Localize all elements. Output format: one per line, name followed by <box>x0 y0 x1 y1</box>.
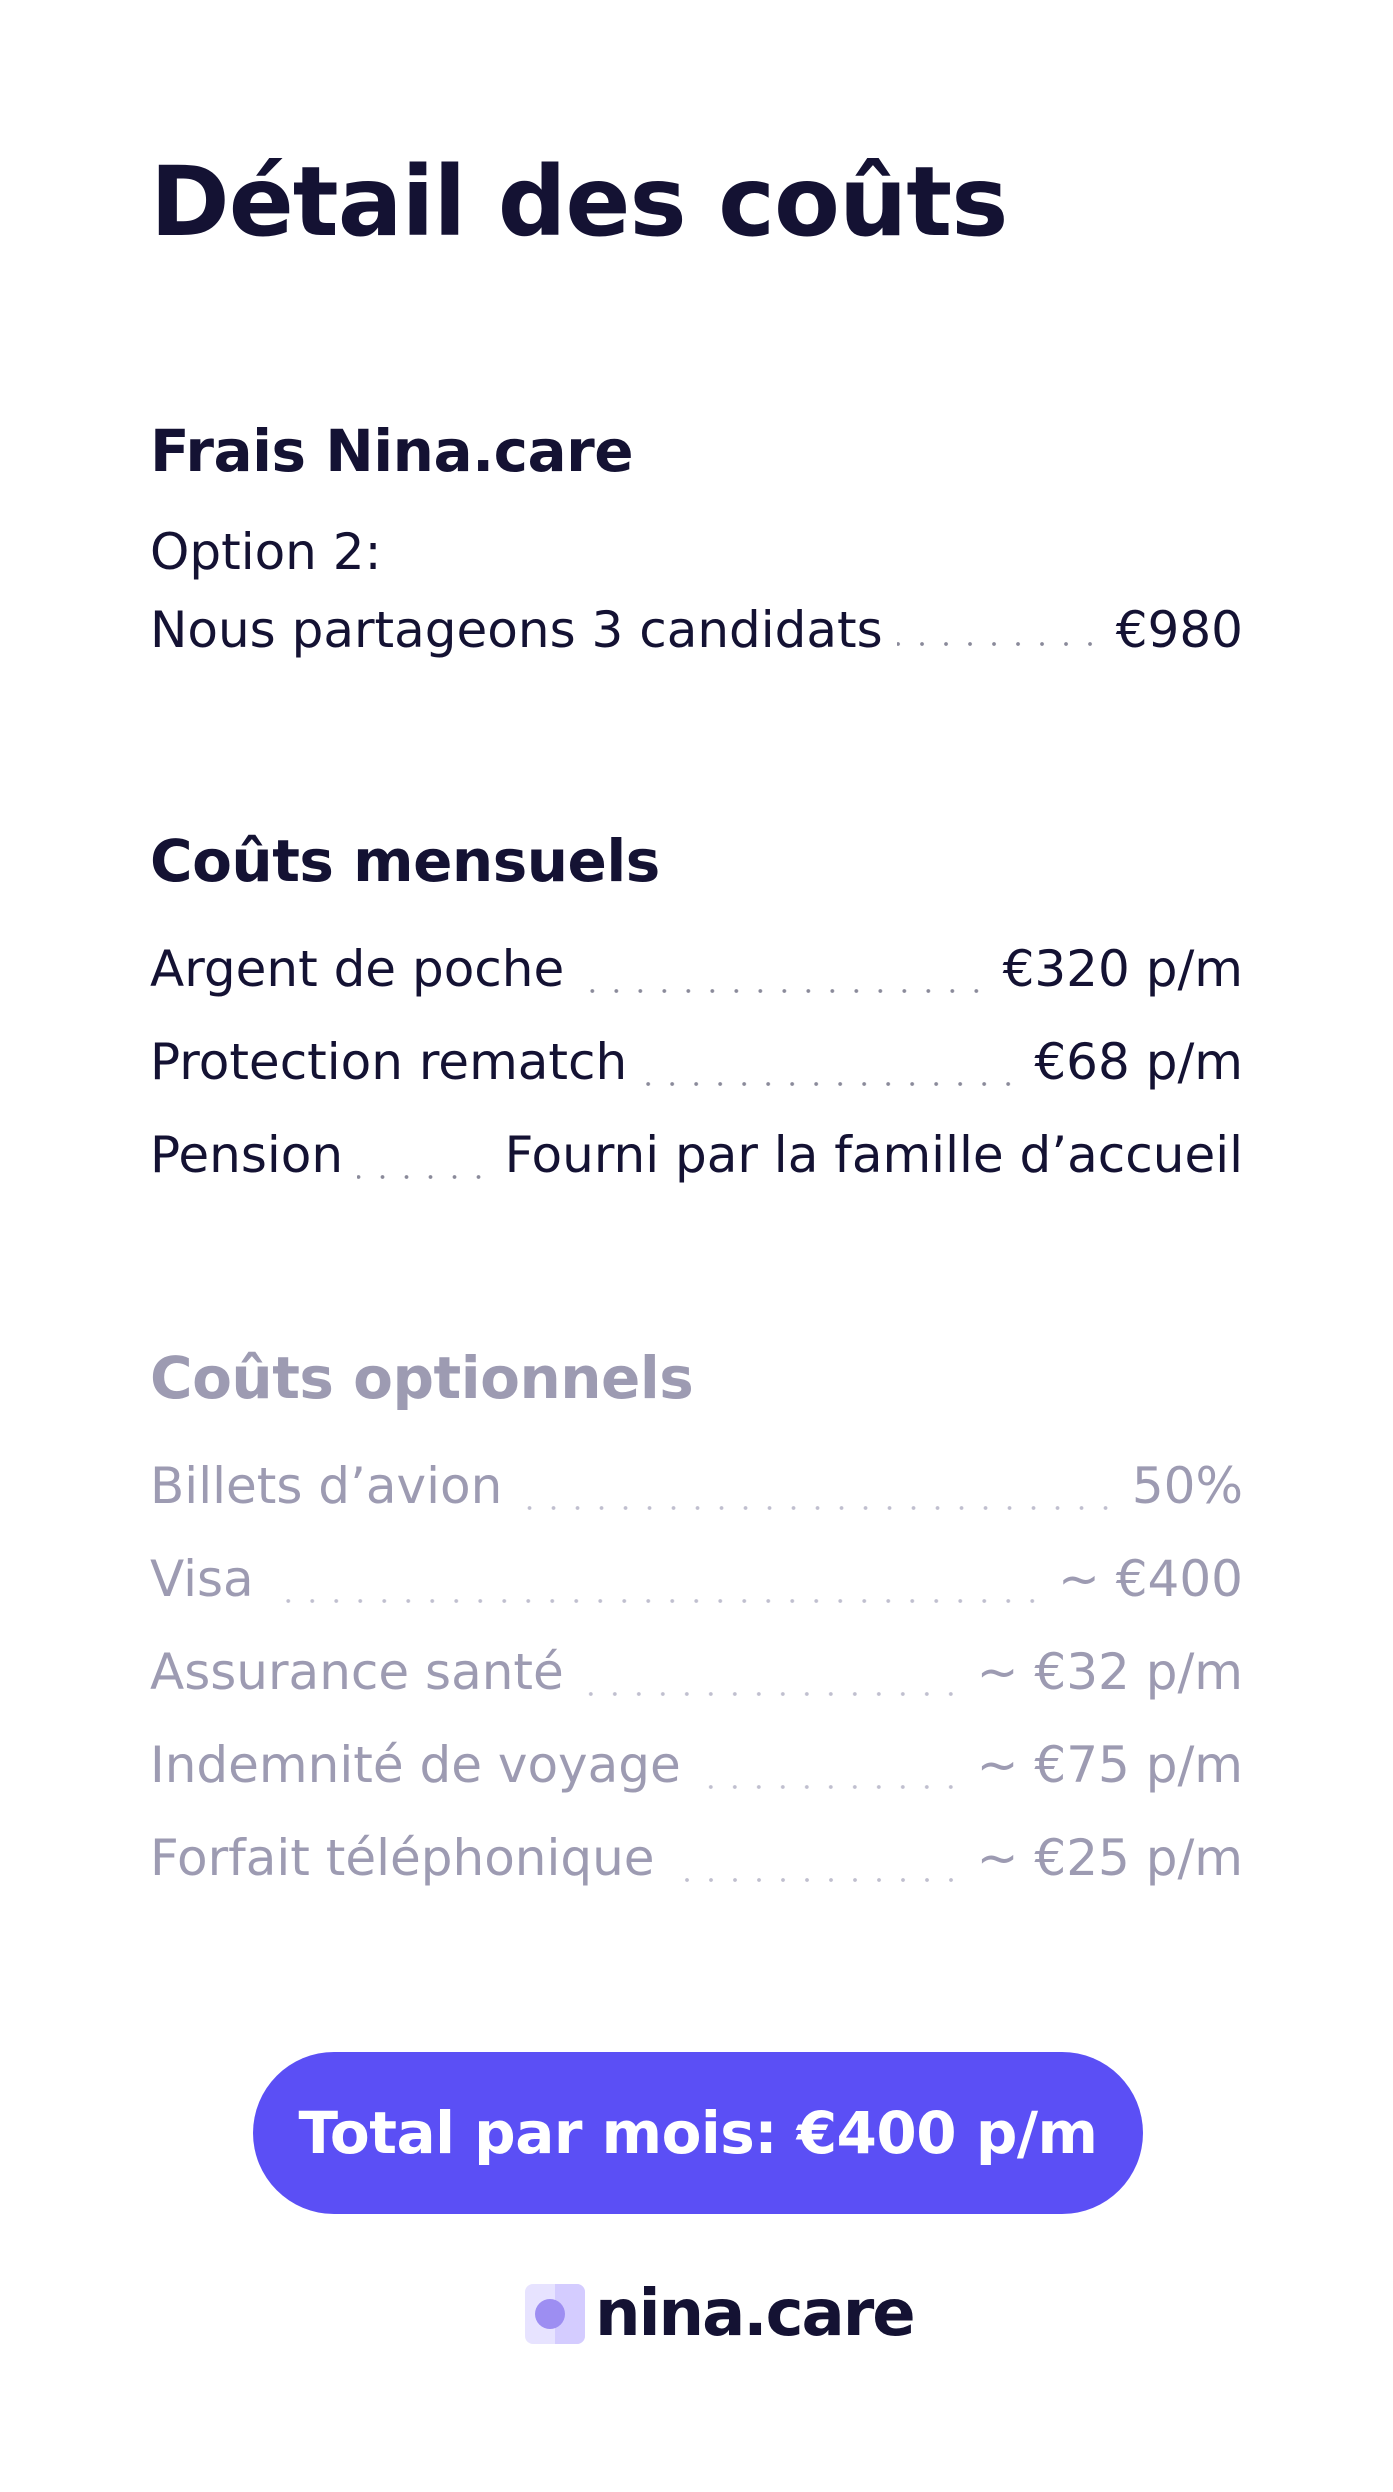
cost-row-value: €320 p/m <box>1002 939 1243 998</box>
page-title: Détail des coûts <box>150 146 1008 258</box>
cost-row-label: Billets d’avion <box>150 1456 503 1515</box>
cost-row-value: ~ €25 p/m <box>976 1828 1243 1887</box>
cost-row-value: ~ €32 p/m <box>976 1642 1243 1701</box>
optionnels-heading: Coûts optionnels <box>150 1344 694 1412</box>
mensuels-heading: Coûts mensuels <box>150 827 660 895</box>
dot-leader <box>669 1877 963 1883</box>
cost-row-value: ~ €400 <box>1057 1549 1243 1608</box>
dot-leader <box>695 1784 963 1790</box>
cost-row-value: €68 p/m <box>1034 1032 1243 1091</box>
frais-section <box>150 418 1243 669</box>
cost-row-value: €980 <box>1115 600 1243 659</box>
dot-leader <box>357 1174 491 1180</box>
nina-care-logo-icon <box>525 2284 585 2344</box>
cost-row <box>150 923 1243 1016</box>
dot-leader <box>516 1505 1118 1511</box>
cost-row-label: Argent de poche <box>150 939 565 998</box>
cost-row-label: Nous partageons 3 candidats <box>150 600 883 659</box>
dot-leader <box>578 988 988 994</box>
cost-row-label: Indemnité de voyage <box>150 1735 681 1794</box>
cost-row-label: Protection rematch <box>150 1032 628 1091</box>
option-label: Option 2: <box>150 522 382 581</box>
cost-row-label: Assurance santé <box>150 1642 564 1701</box>
cost-row <box>150 591 1243 669</box>
cost-row <box>150 1440 1243 1533</box>
optionnels-section <box>150 1345 1243 1905</box>
brand-logo <box>525 2277 914 2351</box>
cost-row-value: 50% <box>1131 1456 1243 1515</box>
frais-heading: Frais Nina.care <box>150 417 634 485</box>
cost-row <box>150 1109 1243 1202</box>
cost-row <box>150 1533 1243 1626</box>
cost-row <box>150 1626 1243 1719</box>
cost-row-value: ~ €75 p/m <box>976 1735 1243 1794</box>
cost-row-label: Visa <box>150 1549 254 1608</box>
cost-row-label: Forfait téléphonique <box>150 1828 655 1887</box>
cost-row <box>150 1719 1243 1812</box>
mensuels-section <box>150 828 1243 1202</box>
cost-row-label: Pension <box>150 1125 344 1184</box>
cost-row-value: Fourni par la famille d’accueil <box>504 1125 1243 1184</box>
dot-leader <box>268 1598 1044 1604</box>
cost-row <box>150 1016 1243 1109</box>
dot-leader <box>897 641 1102 647</box>
total-button[interactable]: Total par mois: €400 p/m <box>253 2052 1143 2214</box>
cost-row <box>150 1812 1243 1905</box>
brand-name: nina.care <box>595 2277 914 2351</box>
dot-leader <box>578 1691 963 1697</box>
dot-leader <box>641 1081 1020 1087</box>
